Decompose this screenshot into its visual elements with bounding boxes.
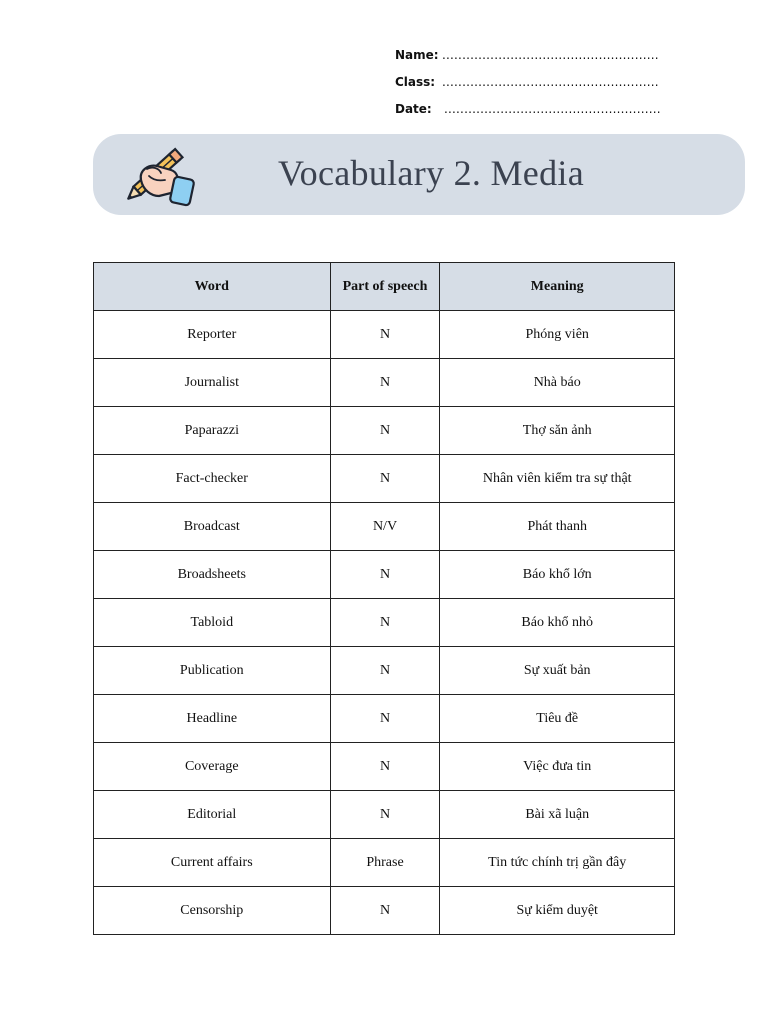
- class-label: Class:: [395, 75, 436, 89]
- column-header-meaning: Meaning: [440, 263, 675, 311]
- table-row: [94, 359, 675, 407]
- date-label: Date:: [395, 102, 432, 116]
- meaning-cell: Sự xuất bản: [440, 647, 675, 695]
- table-row: [94, 887, 675, 935]
- name-label: Name:: [395, 48, 439, 62]
- page-title: Vocabulary 2. Media: [278, 153, 584, 193]
- meaning-cell: Phát thanh: [440, 503, 675, 551]
- word-cell: Headline: [94, 695, 331, 743]
- word-cell: Editorial: [94, 791, 331, 839]
- title-banner: [93, 134, 745, 215]
- table-row: [94, 551, 675, 599]
- meaning-cell: Nhà báo: [440, 359, 675, 407]
- column-header-part-of-speech: Part of speech: [330, 263, 440, 311]
- pos-cell: N: [330, 743, 440, 791]
- pos-cell: N: [330, 887, 440, 935]
- word-cell: Paparazzi: [94, 407, 331, 455]
- meaning-cell: Tin tức chính trị gần đây: [440, 839, 675, 887]
- name-dots: ......................................................: [442, 48, 659, 62]
- table-row: [94, 743, 675, 791]
- table-row: [94, 503, 675, 551]
- table-row: [94, 791, 675, 839]
- word-cell: Current affairs: [94, 839, 331, 887]
- pos-cell: N: [330, 647, 440, 695]
- meaning-cell: Báo khổ lớn: [440, 551, 675, 599]
- date-dots: ......................................................: [444, 102, 661, 116]
- table-header-row: [94, 263, 675, 311]
- date-field[interactable]: [395, 96, 661, 123]
- pos-cell: Phrase: [330, 839, 440, 887]
- word-cell: Journalist: [94, 359, 331, 407]
- meaning-cell: Sự kiểm duyệt: [440, 887, 675, 935]
- word-cell: Publication: [94, 647, 331, 695]
- word-cell: Coverage: [94, 743, 331, 791]
- pos-cell: N: [330, 311, 440, 359]
- meaning-cell: Báo khổ nhỏ: [440, 599, 675, 647]
- class-field[interactable]: [395, 69, 661, 96]
- pos-cell: N: [330, 791, 440, 839]
- pos-cell: N: [330, 455, 440, 503]
- table-row: [94, 647, 675, 695]
- meaning-cell: Phóng viên: [440, 311, 675, 359]
- column-header-word: Word: [94, 263, 331, 311]
- pos-cell: N: [330, 599, 440, 647]
- word-cell: Reporter: [94, 311, 331, 359]
- table-row: [94, 311, 675, 359]
- meaning-cell: Tiêu đề: [440, 695, 675, 743]
- word-cell: Tabloid: [94, 599, 331, 647]
- meaning-cell: Thợ săn ảnh: [440, 407, 675, 455]
- meaning-cell: Bài xã luận: [440, 791, 675, 839]
- word-cell: Broadsheets: [94, 551, 331, 599]
- meaning-cell: Việc đưa tin: [440, 743, 675, 791]
- table-row: [94, 599, 675, 647]
- pos-cell: N: [330, 695, 440, 743]
- table-row: [94, 407, 675, 455]
- table-row: [94, 455, 675, 503]
- meaning-cell: Nhân viên kiểm tra sự thật: [440, 455, 675, 503]
- name-field[interactable]: [395, 42, 661, 69]
- pos-cell: N: [330, 551, 440, 599]
- word-cell: Fact-checker: [94, 455, 331, 503]
- pos-cell: N/V: [330, 503, 440, 551]
- class-dots: ......................................................: [442, 75, 659, 89]
- pos-cell: N: [330, 359, 440, 407]
- word-cell: Broadcast: [94, 503, 331, 551]
- word-cell: Censorship: [94, 887, 331, 935]
- table-row: [94, 839, 675, 887]
- vocabulary-table: [93, 262, 675, 935]
- pos-cell: N: [330, 407, 440, 455]
- table-row: [94, 695, 675, 743]
- student-info: [395, 42, 661, 123]
